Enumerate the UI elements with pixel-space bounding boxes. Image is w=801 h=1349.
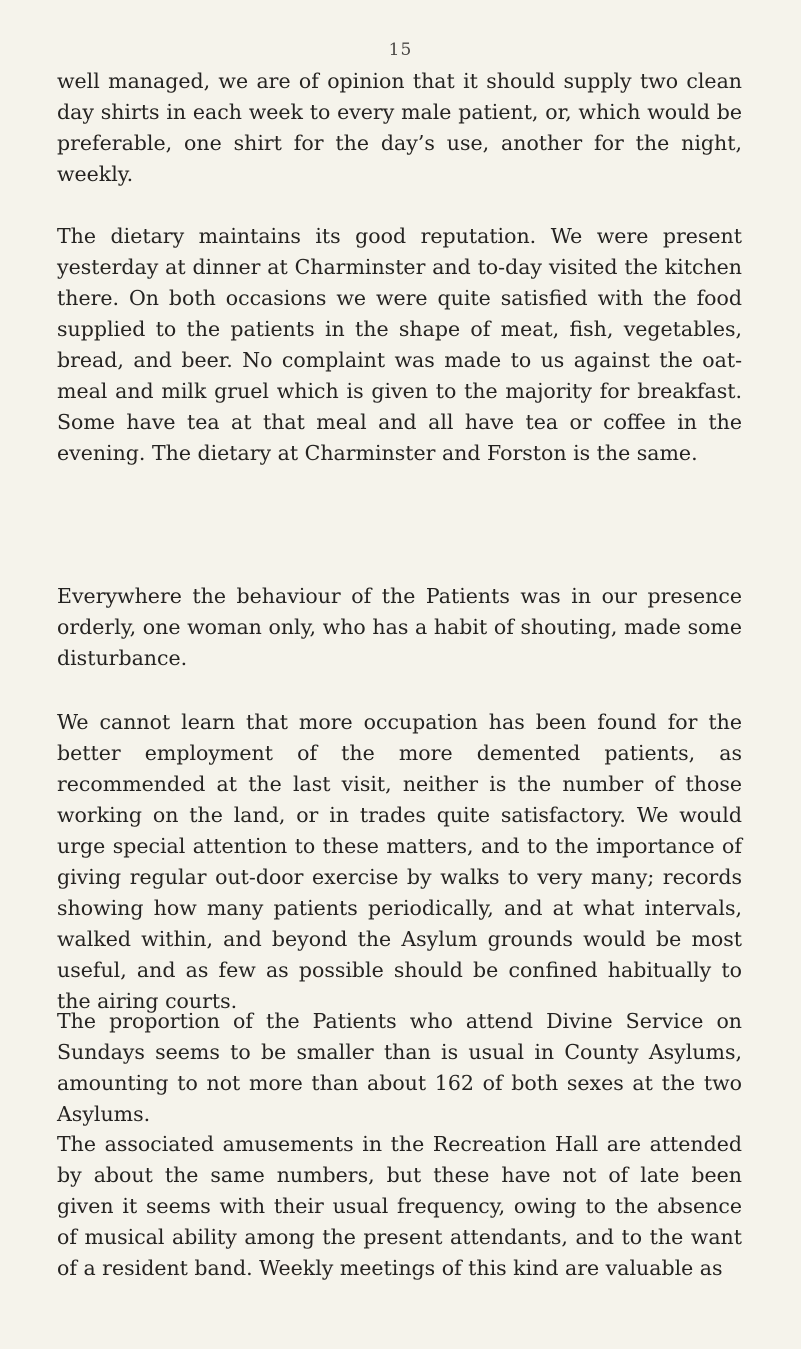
paragraph-text: Everywhere the behaviour of the Patients was in our presence orderly, one woman only, who has a habit of shouting, made some disturbance. xyxy=(57,584,742,670)
page-number: 15 xyxy=(388,40,413,60)
paragraph-text: well managed, we are of opinion that it should supply two clean day shirts in each week to every male patient, or, which would be preferable, one shirt for the day’s use, another for the night, weekly. xyxy=(57,69,742,186)
paragraph-shirt-supply xyxy=(57,66,742,190)
paragraph-text: We cannot learn that more occupation has been found for the better employment of the more demented patients, as recommended at the last visit, neither is the number of those working on the land, or in trades quite satisfactory. We would urge special attention to these matters, and to the importance of giving regular out-door exercise by walks to very many; records showing how many patients periodically, and at what intervals, walked within, and beyond the Asylum grounds would be most useful, and as few as possible should be confined habitually to the airing courts. xyxy=(57,710,742,1013)
paragraph-occupation xyxy=(57,707,742,1017)
paragraph-text: The proportion of the Patients who attend Divine Service on Sundays seems to be smaller than is usual in County Asylums, amounting to not more than about 162 of both sexes at the two Asylums. xyxy=(57,1009,742,1126)
paragraph-dietary xyxy=(57,221,742,469)
paragraph-divine-service xyxy=(57,1006,742,1130)
paragraph-text: The dietary maintains its good reputation. We were present yesterday at dinner at Charminster and to-day visited the kitchen there. On both occasions we were quite satisfied with the food supplied to the patients in the shape of meat, fish, vegetables, bread, and beer. No complaint was made to us against the oat-meal and milk gruel which is given to the majority for breakfast. Some have tea at that meal and all have tea or coffee in the evening. The dietary at Charminster and Forston is the same. xyxy=(57,224,742,465)
paragraph-behaviour xyxy=(57,581,742,674)
paragraph-text: The associated amusements in the Recreation Hall are attended by about the same numbers, but these have not of late been given it seems with their usual frequency, owing to the absence of musical ability among the present attendants, and to the want of a resident band. Weekly meetings of this kind are valuable as xyxy=(57,1132,742,1280)
paragraph-amusements xyxy=(57,1129,742,1284)
